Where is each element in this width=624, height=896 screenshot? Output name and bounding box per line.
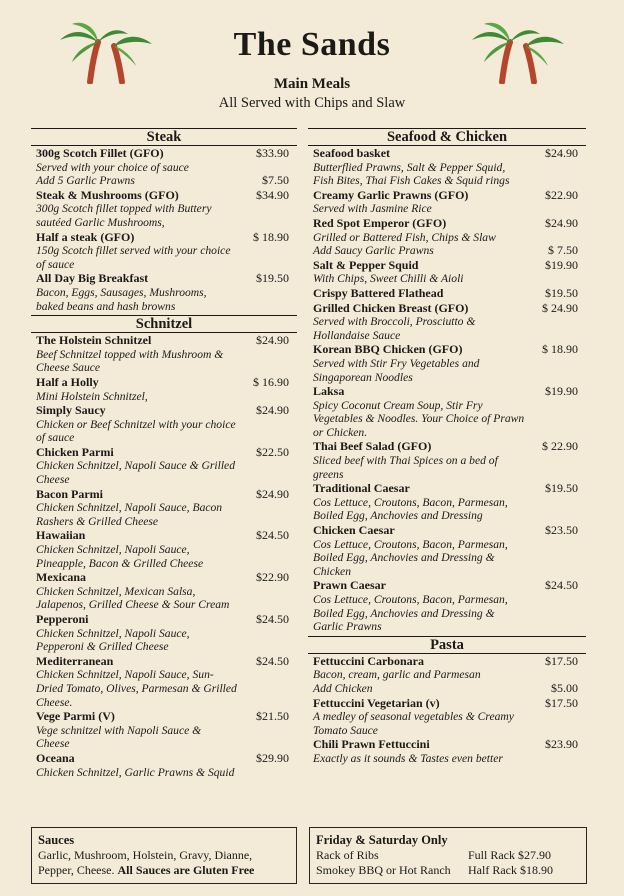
menu-item-name: Bacon Parmi <box>36 486 103 501</box>
menu-item-description: Butterflied Prawns, Salt & Pepper Squid, Fish Bites, Thai Fish Cakes & Squid rings <box>313 160 510 188</box>
menu-item <box>313 147 584 188</box>
menu-item-price: $34.90 <box>256 187 289 202</box>
menu-item <box>36 147 295 188</box>
menu-item-price: $21.50 <box>256 709 289 724</box>
menu-item-description: Served with Broccoli, Prosciutto & Hollandaise Sauce <box>313 315 476 342</box>
friday-saturday-box <box>309 827 587 884</box>
full-rack-price: Full Rack $27.90 <box>468 848 551 862</box>
menu-item-name: 300g Scotch Fillet (GFO) <box>36 146 164 160</box>
menu-item-description: 300g Scotch fillet topped with Buttery sautéed Garlic Mushrooms, <box>36 202 212 229</box>
menu-item-price: $ 22.90 <box>542 439 578 454</box>
menu-item-price: $24.90 <box>256 333 289 348</box>
menu-item-description: Served with Jasmine Rice <box>313 202 432 216</box>
menu-item-name: Pepperoni <box>36 612 89 626</box>
menu-item-price: $ 16.90 <box>253 374 289 389</box>
menu-item <box>313 697 584 738</box>
menu-item-description: Spicy Coconut Cream Soup, Stir Fry Vegetables & Noodles. Your Choice of Prawn or Chicken. <box>313 398 525 439</box>
sauces-note: All Sauces are Gluten Free <box>117 863 255 877</box>
menu-item-price: $19.50 <box>256 271 289 286</box>
menu-item <box>36 272 295 313</box>
menu-item-price: $23.50 <box>545 523 578 538</box>
menu-item-price: $17.50 <box>545 653 578 668</box>
ribs-flavour-row <box>316 863 580 878</box>
menu-item-price: $19.50 <box>545 481 578 496</box>
menu-item-price: $22.50 <box>256 444 289 459</box>
menu-item-name: Salt & Pepper Squid <box>313 257 419 272</box>
sauces-title: Sauces <box>38 833 75 847</box>
menu-item-name: All Day Big Breakfast <box>36 271 149 286</box>
menu-item <box>36 189 295 230</box>
menu-item <box>313 343 584 384</box>
menu-item-name: Fettuccini Vegetarian (v) <box>313 695 440 710</box>
menu-item-price: $29.90 <box>256 750 289 765</box>
menu-item <box>36 231 295 272</box>
menu-item-description: With Chips, Sweet Chilli & Aioli <box>313 272 464 286</box>
section-heading-steak: Steak <box>31 128 297 146</box>
menu-item-description: Chicken Schnitzel, Garlic Prawns & Squid <box>36 765 235 779</box>
menu-item-addon-price: $ 7.50 <box>548 243 578 258</box>
menu-item-price: $19.50 <box>545 285 578 300</box>
menu-item-name: Chicken Caesar <box>313 523 395 538</box>
seafood-list <box>308 147 586 634</box>
menu-item <box>36 613 295 654</box>
menu-item-description: Sliced beef with Thai Spices on a bed of greens <box>313 454 498 481</box>
menu-item-name: Mediterranean <box>36 653 114 668</box>
schnitzel-list <box>31 334 297 779</box>
menu-item-addon-price: $7.50 <box>262 173 289 188</box>
menu-item-addon <box>36 174 295 188</box>
menu-item <box>313 579 584 633</box>
menu-item-name: Creamy Garlic Prawns (GFO) <box>313 187 469 202</box>
menu-item-description: 150g Scotch fillet served with your choice of sauce <box>36 244 231 271</box>
menu-item-price: $22.90 <box>545 187 578 202</box>
menu-item <box>313 524 584 578</box>
menu-item <box>313 655 584 696</box>
menu-item-description: Beef Schnitzel topped with Mushroom & Cheese Sauce <box>36 347 224 375</box>
menu-item <box>313 738 584 765</box>
menu-item-price: $ 18.90 <box>542 342 578 357</box>
right-column <box>308 128 586 766</box>
menu-tagline: All Served with Chips and Slaw <box>218 95 406 111</box>
menu-item-description: Mini Holstein Schnitzel, <box>36 389 148 403</box>
menu-item <box>36 655 295 709</box>
menu-item-addon-label: Add Saucy Garlic Prawns <box>313 244 434 258</box>
menu-item <box>313 440 584 481</box>
menu-item-price: $24.50 <box>256 653 289 668</box>
menu-item-name: Fettuccini Carbonara <box>313 653 424 668</box>
menu-item-price: $23.90 <box>545 737 578 752</box>
menu-item-price: $22.90 <box>256 570 289 585</box>
section-heading-pasta: Pasta <box>308 636 586 654</box>
menu-item-description: A medley of seasonal vegetables & Creamy Tomato Sauce <box>313 710 514 737</box>
menu-item-price: $17.50 <box>545 695 578 710</box>
menu-item-description: Chicken Schnitzel, Napoli Sauce, Pepperoni & Grilled Cheese <box>36 626 190 654</box>
half-rack-price: Half Rack $18.90 <box>468 863 553 877</box>
menu-item-price: $24.90 <box>256 486 289 501</box>
menu-item-price: $24.50 <box>545 578 578 593</box>
menu-item-description: Chicken Schnitzel, Mexican Salsa, Jalapenos, Grilled Cheese & Sour Cream <box>36 584 230 612</box>
section-heading-schnitzel: Schnitzel <box>31 315 297 333</box>
menu-item-name: Half a steak (GFO) <box>36 229 135 244</box>
menu-item-price: $ 18.90 <box>253 229 289 244</box>
menu-item-addon <box>313 244 584 258</box>
menu-item <box>36 334 295 375</box>
menu-item-name: Korean BBQ Chicken (GFO) <box>313 342 463 357</box>
menu-item <box>313 217 584 258</box>
menu-item-description: Exactly as it sounds & Tastes even better <box>313 751 503 765</box>
menu-item <box>36 710 295 751</box>
menu-item-price: $24.90 <box>545 215 578 230</box>
menu-item-description: Bacon, Eggs, Sausages, Mushrooms, baked beans and hash browns <box>36 285 207 313</box>
menu-item-description: Cos Lettuce, Croutons, Bacon, Parmesan, Boiled Egg, Anchovies and Dressing & Garlic Prawns <box>313 593 508 634</box>
menu-item-name: Grilled Chicken Breast (GFO) <box>313 300 469 315</box>
menu-item-name: Steak & Mushrooms (GFO) <box>36 187 179 202</box>
menu-item-name: Chili Prawn Fettuccini <box>313 737 430 752</box>
menu-item-price: $33.90 <box>256 146 289 160</box>
section-heading-seafood: Seafood & Chicken <box>308 128 586 146</box>
menu-item-price: $19.90 <box>545 384 578 399</box>
sauces-box <box>31 827 297 884</box>
menu-item-description: Served with your choice of sauce <box>36 160 189 174</box>
menu-item <box>36 752 295 779</box>
menu-item-name: Laksa <box>313 384 345 399</box>
ribs-label: Rack of Ribs <box>316 848 379 862</box>
menu-item-price: $24.90 <box>545 146 578 160</box>
menu-item-price: $ 24.90 <box>542 300 578 315</box>
ribs-row <box>316 848 580 863</box>
menu-item-description: Chicken or Beef Schnitzel with your choice of sauce <box>36 417 236 445</box>
menu-item-addon-price: $5.00 <box>551 680 578 695</box>
menu-item-name: Chicken Parmi <box>36 444 114 459</box>
menu-item <box>313 385 584 439</box>
menu-item-name: Simply Saucy <box>36 403 106 418</box>
menu-item-price: $24.50 <box>256 528 289 543</box>
sauces-text <box>38 848 290 878</box>
menu-subtitle: Main Meals <box>273 76 351 92</box>
menu-item-name: Red Spot Emperor (GFO) <box>313 215 447 230</box>
menu-item-description: Chicken Schnitzel, Napoli Sauce, Sun-Dried Tomato, Olives, Parmesan & Grilled Cheese. <box>36 668 237 709</box>
menu-item-name: Hawaiian <box>36 528 86 543</box>
menu-item <box>36 571 295 612</box>
menu-item-name: Oceana <box>36 750 75 765</box>
steak-list <box>31 147 297 313</box>
menu-item-description: Grilled or Battered Fish, Chips & Slaw <box>313 230 496 244</box>
menu-item-description: Chicken Schnitzel, Napoli Sauce & Grilled Cheese <box>36 459 235 487</box>
menu-item-description: Cos Lettuce, Croutons, Bacon, Parmesan, Boiled Egg, Anchovies and Dressing <box>313 495 508 523</box>
menu-item-price: $19.90 <box>545 257 578 272</box>
menu-item-description: Served with Stir Fry Vegetables and Singaporean Noodles <box>313 356 480 384</box>
menu-item-name: Mexicana <box>36 570 86 585</box>
menu-item-name: Prawn Caesar <box>313 578 386 593</box>
menu-item <box>36 488 295 529</box>
menu-item-price: $24.50 <box>256 612 289 626</box>
friday-title: Friday & Saturday Only <box>316 833 448 847</box>
menu-item-description: Chicken Schnitzel, Napoli Sauce, Bacon Rashers & Grilled Cheese <box>36 501 223 528</box>
menu-item-name: Thai Beef Salad (GFO) <box>313 439 432 454</box>
menu-item-description: Cos Lettuce, Croutons, Bacon, Parmesan, Boiled Egg, Anchovies and Dressing & Chicken <box>313 537 508 578</box>
menu-item-description: Chicken Schnitzel, Napoli Sauce, Pineapple, Bacon & Grilled Cheese <box>36 543 204 570</box>
menu-item-name: The Holstein Schnitzel <box>36 333 152 348</box>
menu-item-addon <box>313 682 584 696</box>
menu-item <box>36 446 295 487</box>
pasta-list <box>308 655 586 766</box>
menu-item-price: $24.90 <box>256 403 289 418</box>
menu-item-addon-label: Add 5 Garlic Prawns <box>36 174 135 188</box>
menu-item-name: Seafood basket <box>313 146 391 160</box>
menu-item <box>313 189 584 216</box>
menu-item <box>313 482 584 523</box>
menu-item-description: Bacon, cream, garlic and Parmesan <box>313 668 481 682</box>
menu-item <box>313 259 584 286</box>
ribs-flavours: Smokey BBQ or Hot Ranch <box>316 863 451 877</box>
menu-item <box>36 404 295 445</box>
menu-item-addon-label: Add Chicken <box>313 681 373 695</box>
menu-item <box>36 376 295 403</box>
menu-item <box>36 529 295 570</box>
menu-item-description: Vege schnitzel with Napoli Sauce & Cheese <box>36 723 202 751</box>
menu-item-name: Vege Parmi (V) <box>36 709 115 724</box>
menu-item-name: Crispy Battered Flathead <box>313 285 444 300</box>
restaurant-title: The Sands <box>233 26 391 63</box>
menu-item-name: Half a Holly <box>36 374 99 389</box>
menu-item <box>313 302 584 343</box>
menu-item-name: Traditional Caesar <box>313 481 410 496</box>
sauces-list: Garlic, Mushroom, Holstein, Gravy, Dianne, Pepper, Cheese. <box>38 848 253 877</box>
left-column <box>31 128 297 779</box>
menu-item <box>313 287 584 301</box>
